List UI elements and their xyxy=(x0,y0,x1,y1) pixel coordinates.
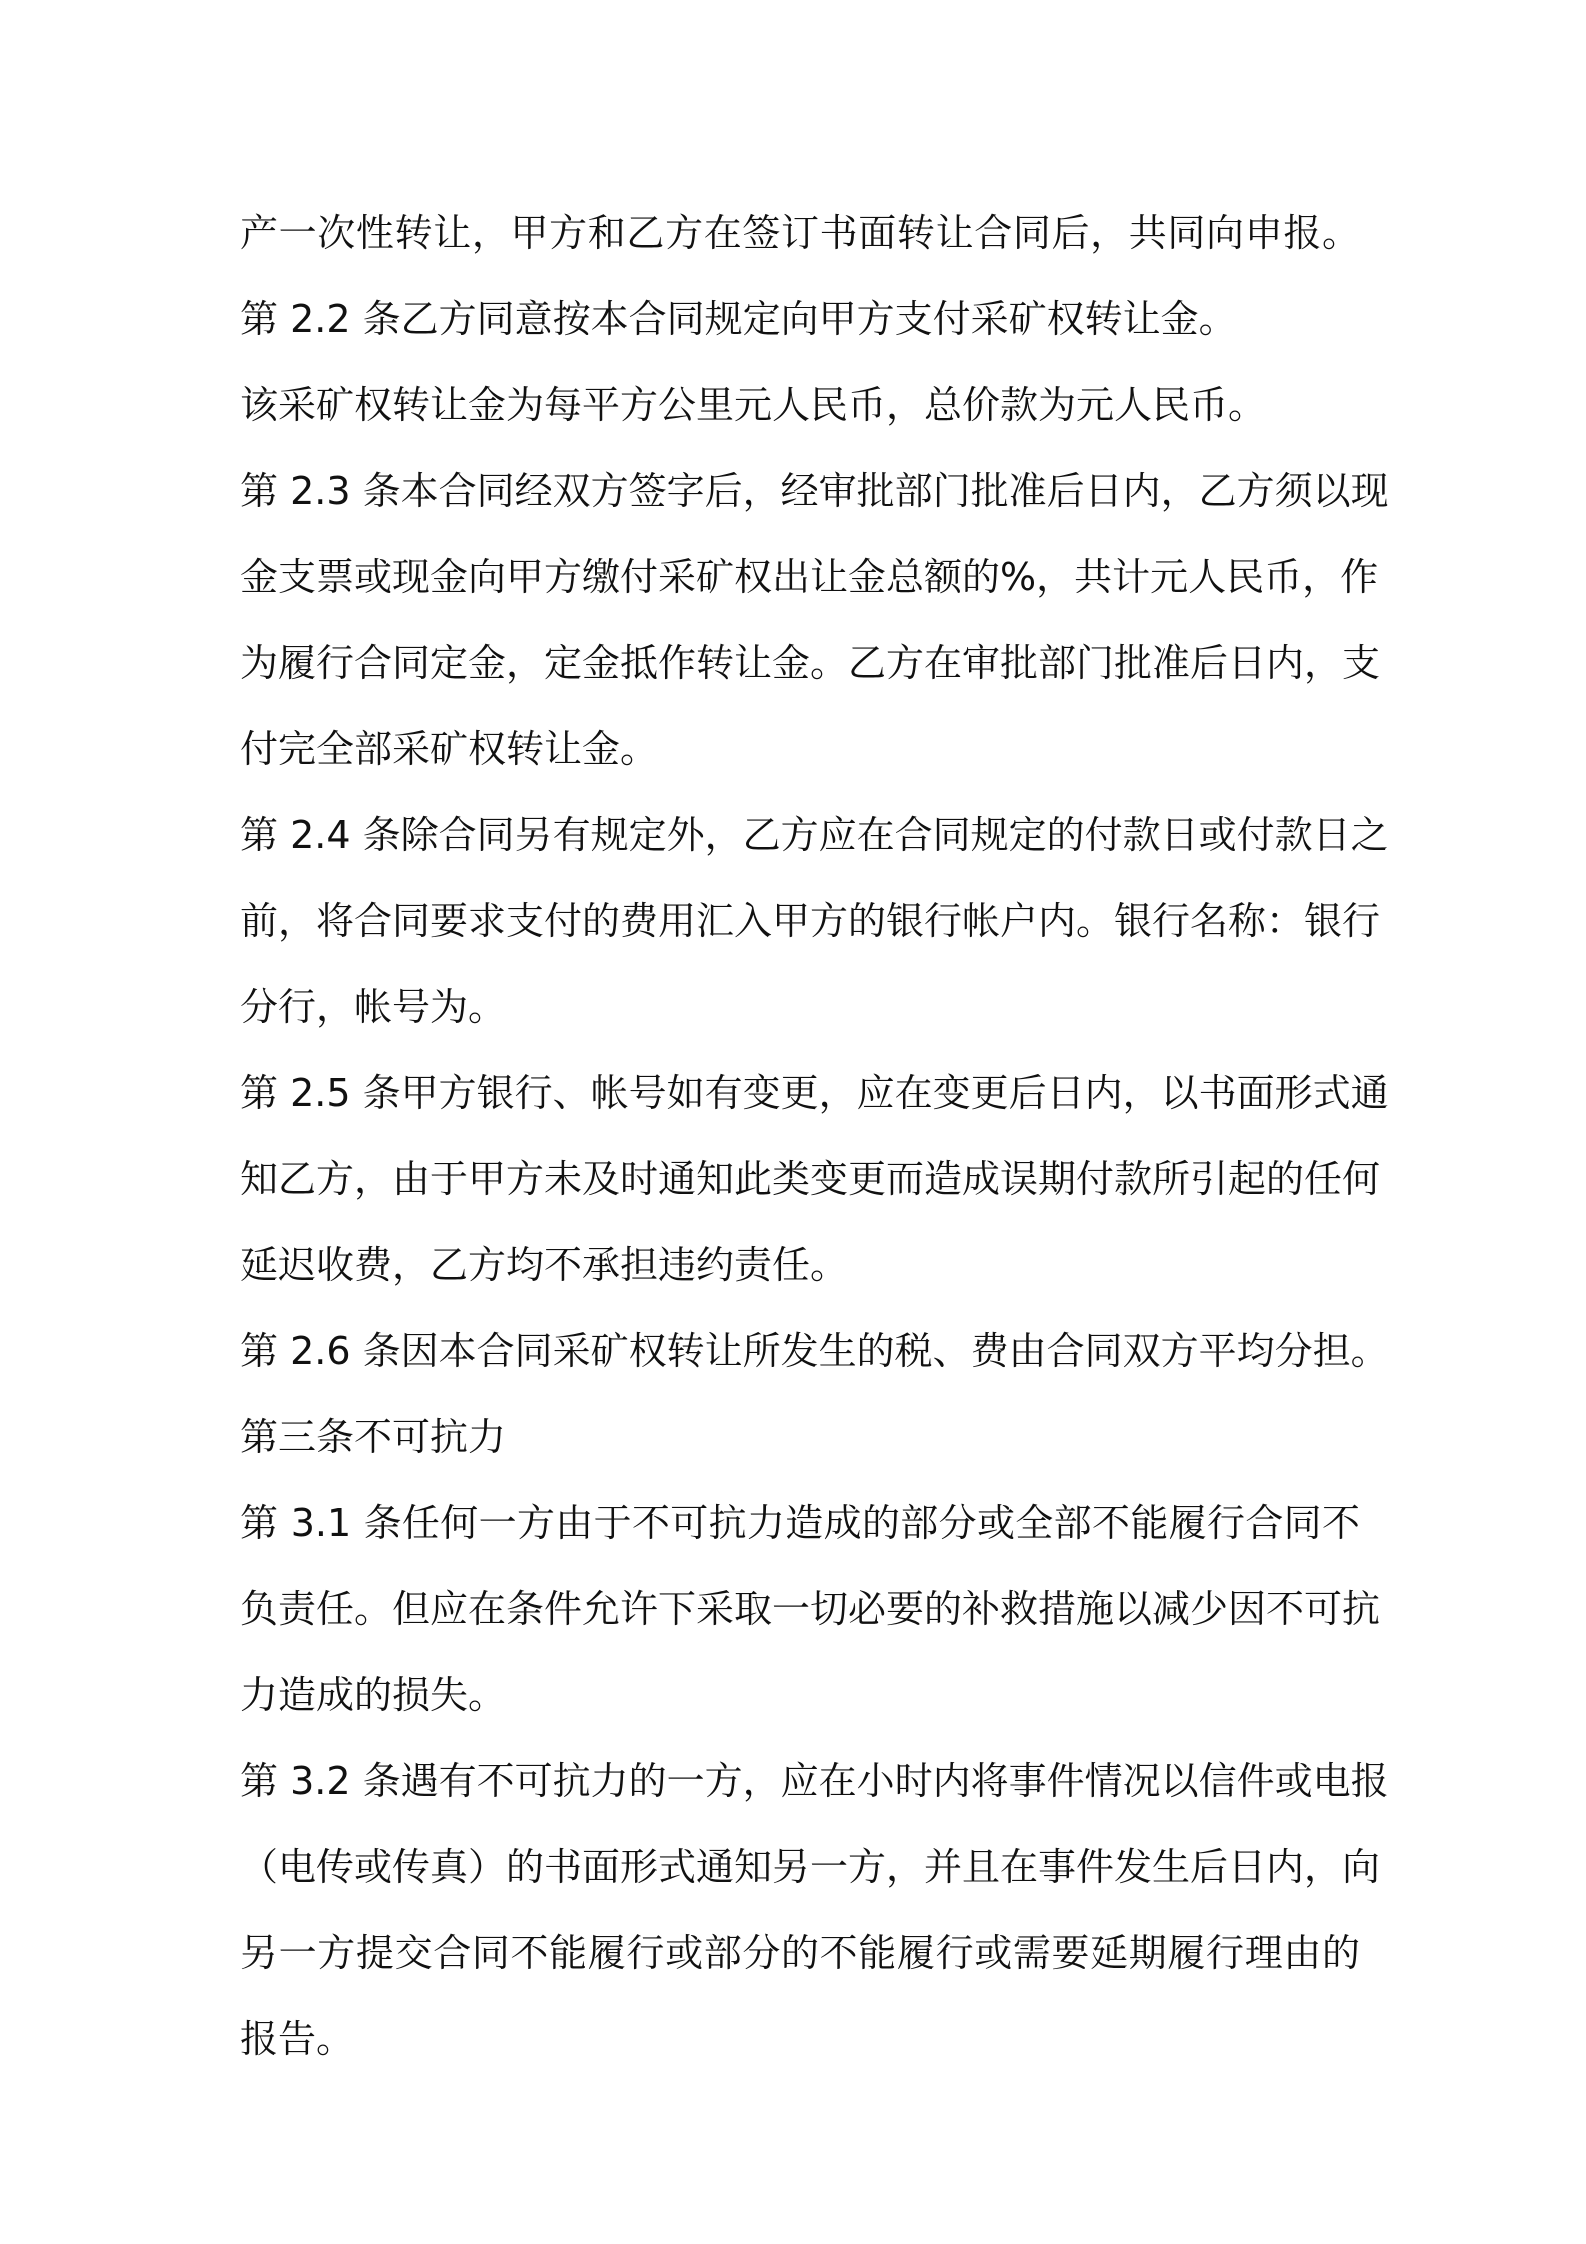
text-line: 该采矿权转让金为每平方公里元人民币，总价款为元人民币。 xyxy=(240,383,1267,427)
text-line: 第 2.4 条除合同另有规定外，乙方应在合同规定的付款日或付款日之 xyxy=(240,813,1389,857)
text-line: 第 3.1 条任何一方由于不可抗力造成的部分或全部不能履行合同不 xyxy=(240,1501,1360,1545)
text-line: 负责任。但应在条件允许下采取一切必要的补救措施以减少因不可抗 xyxy=(240,1587,1381,1631)
text-line: 另一方提交合同不能履行或部分的不能履行或需要延期履行理由的 xyxy=(240,1931,1360,1975)
text-line: 前，将合同要求支付的费用汇入甲方的银行帐户内。银行名称：银行 xyxy=(240,899,1381,943)
section-heading: 第三条不可抗力 xyxy=(240,1415,507,1459)
text-line: 延迟收费，乙方均不承担违约责任。 xyxy=(240,1243,849,1287)
text-line: 知乙方，由于甲方未及时通知此类变更而造成误期付款所引起的任何 xyxy=(240,1157,1381,1201)
text-line: 力造成的损失。 xyxy=(240,1673,507,1717)
text-line: 产一次性转让，甲方和乙方在签订书面转让合同后，共同向申报。 xyxy=(240,211,1360,255)
text-line: 第 2.5 条甲方银行、帐号如有变更，应在变更后日内，以书面形式通 xyxy=(240,1071,1389,1115)
text-line: 为履行合同定金，定金抵作转让金。乙方在审批部门批准后日内，支 xyxy=(240,641,1381,685)
text-line: （电传或传真）的书面形式通知另一方，并且在事件发生后日内，向 xyxy=(240,1845,1381,1889)
text-line: 第 2.3 条本合同经双方签字后，经审批部门批准后日内，乙方须以现 xyxy=(240,469,1389,513)
text-line: 付完全部采矿权转让金。 xyxy=(240,727,659,771)
text-line: 第 2.2 条乙方同意按本合同规定向甲方支付采矿权转让金。 xyxy=(240,297,1237,341)
text-line: 分行，帐号为。 xyxy=(240,985,507,1029)
text-line: 金支票或现金向甲方缴付采矿权出让金总额的%，共计元人民币，作 xyxy=(240,555,1379,599)
text-line: 第 2.6 条因本合同采矿权转让所发生的税、费由合同双方平均分担。 xyxy=(240,1329,1389,1373)
text-line: 第 3.2 条遇有不可抗力的一方，应在小时内将事件情况以信件或电报 xyxy=(240,1759,1389,1803)
text-line: 报告。 xyxy=(240,2017,355,2061)
document-body xyxy=(240,190,1389,2082)
